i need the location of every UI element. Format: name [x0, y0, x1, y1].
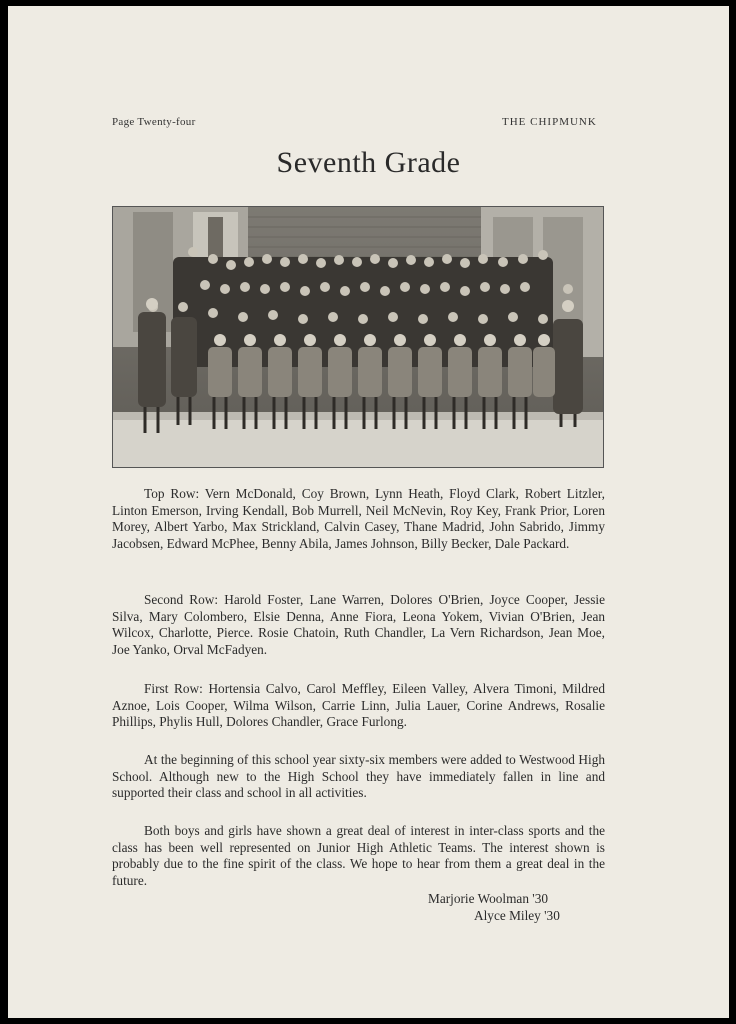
sports-interest-paragraph	[112, 823, 605, 889]
first-row-names	[112, 681, 605, 731]
sports-interest-text: Both boys and girls have shown a great deal of interest in inter-class sports and the class has been well represented on Junior High Athletic Teams. The interest shown is probably due to the fine spirit of the class. We hope to hear from them a great deal in the future.	[112, 823, 605, 888]
second-row-text: Second Row: Harold Foster, Lane Warren, Dolores O'Brien, Joyce Cooper, Jessie Silva, Mary Colombero, Elsie Denna, Anne Fiora, Leona Yokem, Vivian O'Brien, Jean Wilcox, Charlotte, Pierce. Rosie Chatoin, Ruth Chandler, La Vern Richardson, Jean Moe, Joe Yanko, Orval McFadyen.	[112, 592, 605, 657]
author-signature-1: Marjorie Woolman '30	[428, 891, 548, 906]
class-description-paragraph	[112, 752, 605, 802]
top-row-text: Top Row: Vern McDonald, Coy Brown, Lynn Heath, Floyd Clark, Robert Litzler, Linton Emerson, Irving Kendall, Bob Murrell, Neil McNevin, Roy Key, Frank Prior, Loren Morey, Albert Yarbo, Max Strickland, Calvin Casey, Thane Madrid, John Sabrido, Jimmy Jacobsen, Edward McPhee, Benny Abila, James Johnson, Billy Becker, Dale Packard.	[112, 486, 605, 551]
page-number-header: Page Twenty-four	[112, 116, 196, 128]
class-group-photo	[112, 206, 604, 468]
publication-header: THE CHIPMUNK	[502, 116, 597, 128]
author-signature-2: Alyce Miley '30	[474, 908, 560, 923]
first-row-text: First Row: Hortensia Calvo, Carol Meffley, Eileen Valley, Alvera Timoni, Mildred Aznoe, Lois Cooper, Wilma Wilson, Carrie Linn, Julia Lauer, Corine Andrews, Rosalie Phillips, Phylis Hull, Dolores Chandler, Grace Furlong.	[112, 681, 605, 730]
class-description-text: At the beginning of this school year sixty-six members were added to Westwood High School. Although new to the High School they have immediately fallen in line and supported their class and school in all activities.	[112, 752, 605, 801]
second-row-names	[112, 592, 605, 658]
yearbook-page	[8, 6, 729, 1018]
top-row-names	[112, 486, 605, 552]
page-title: Seventh Grade	[276, 146, 461, 179]
class-photo-image	[113, 207, 603, 467]
